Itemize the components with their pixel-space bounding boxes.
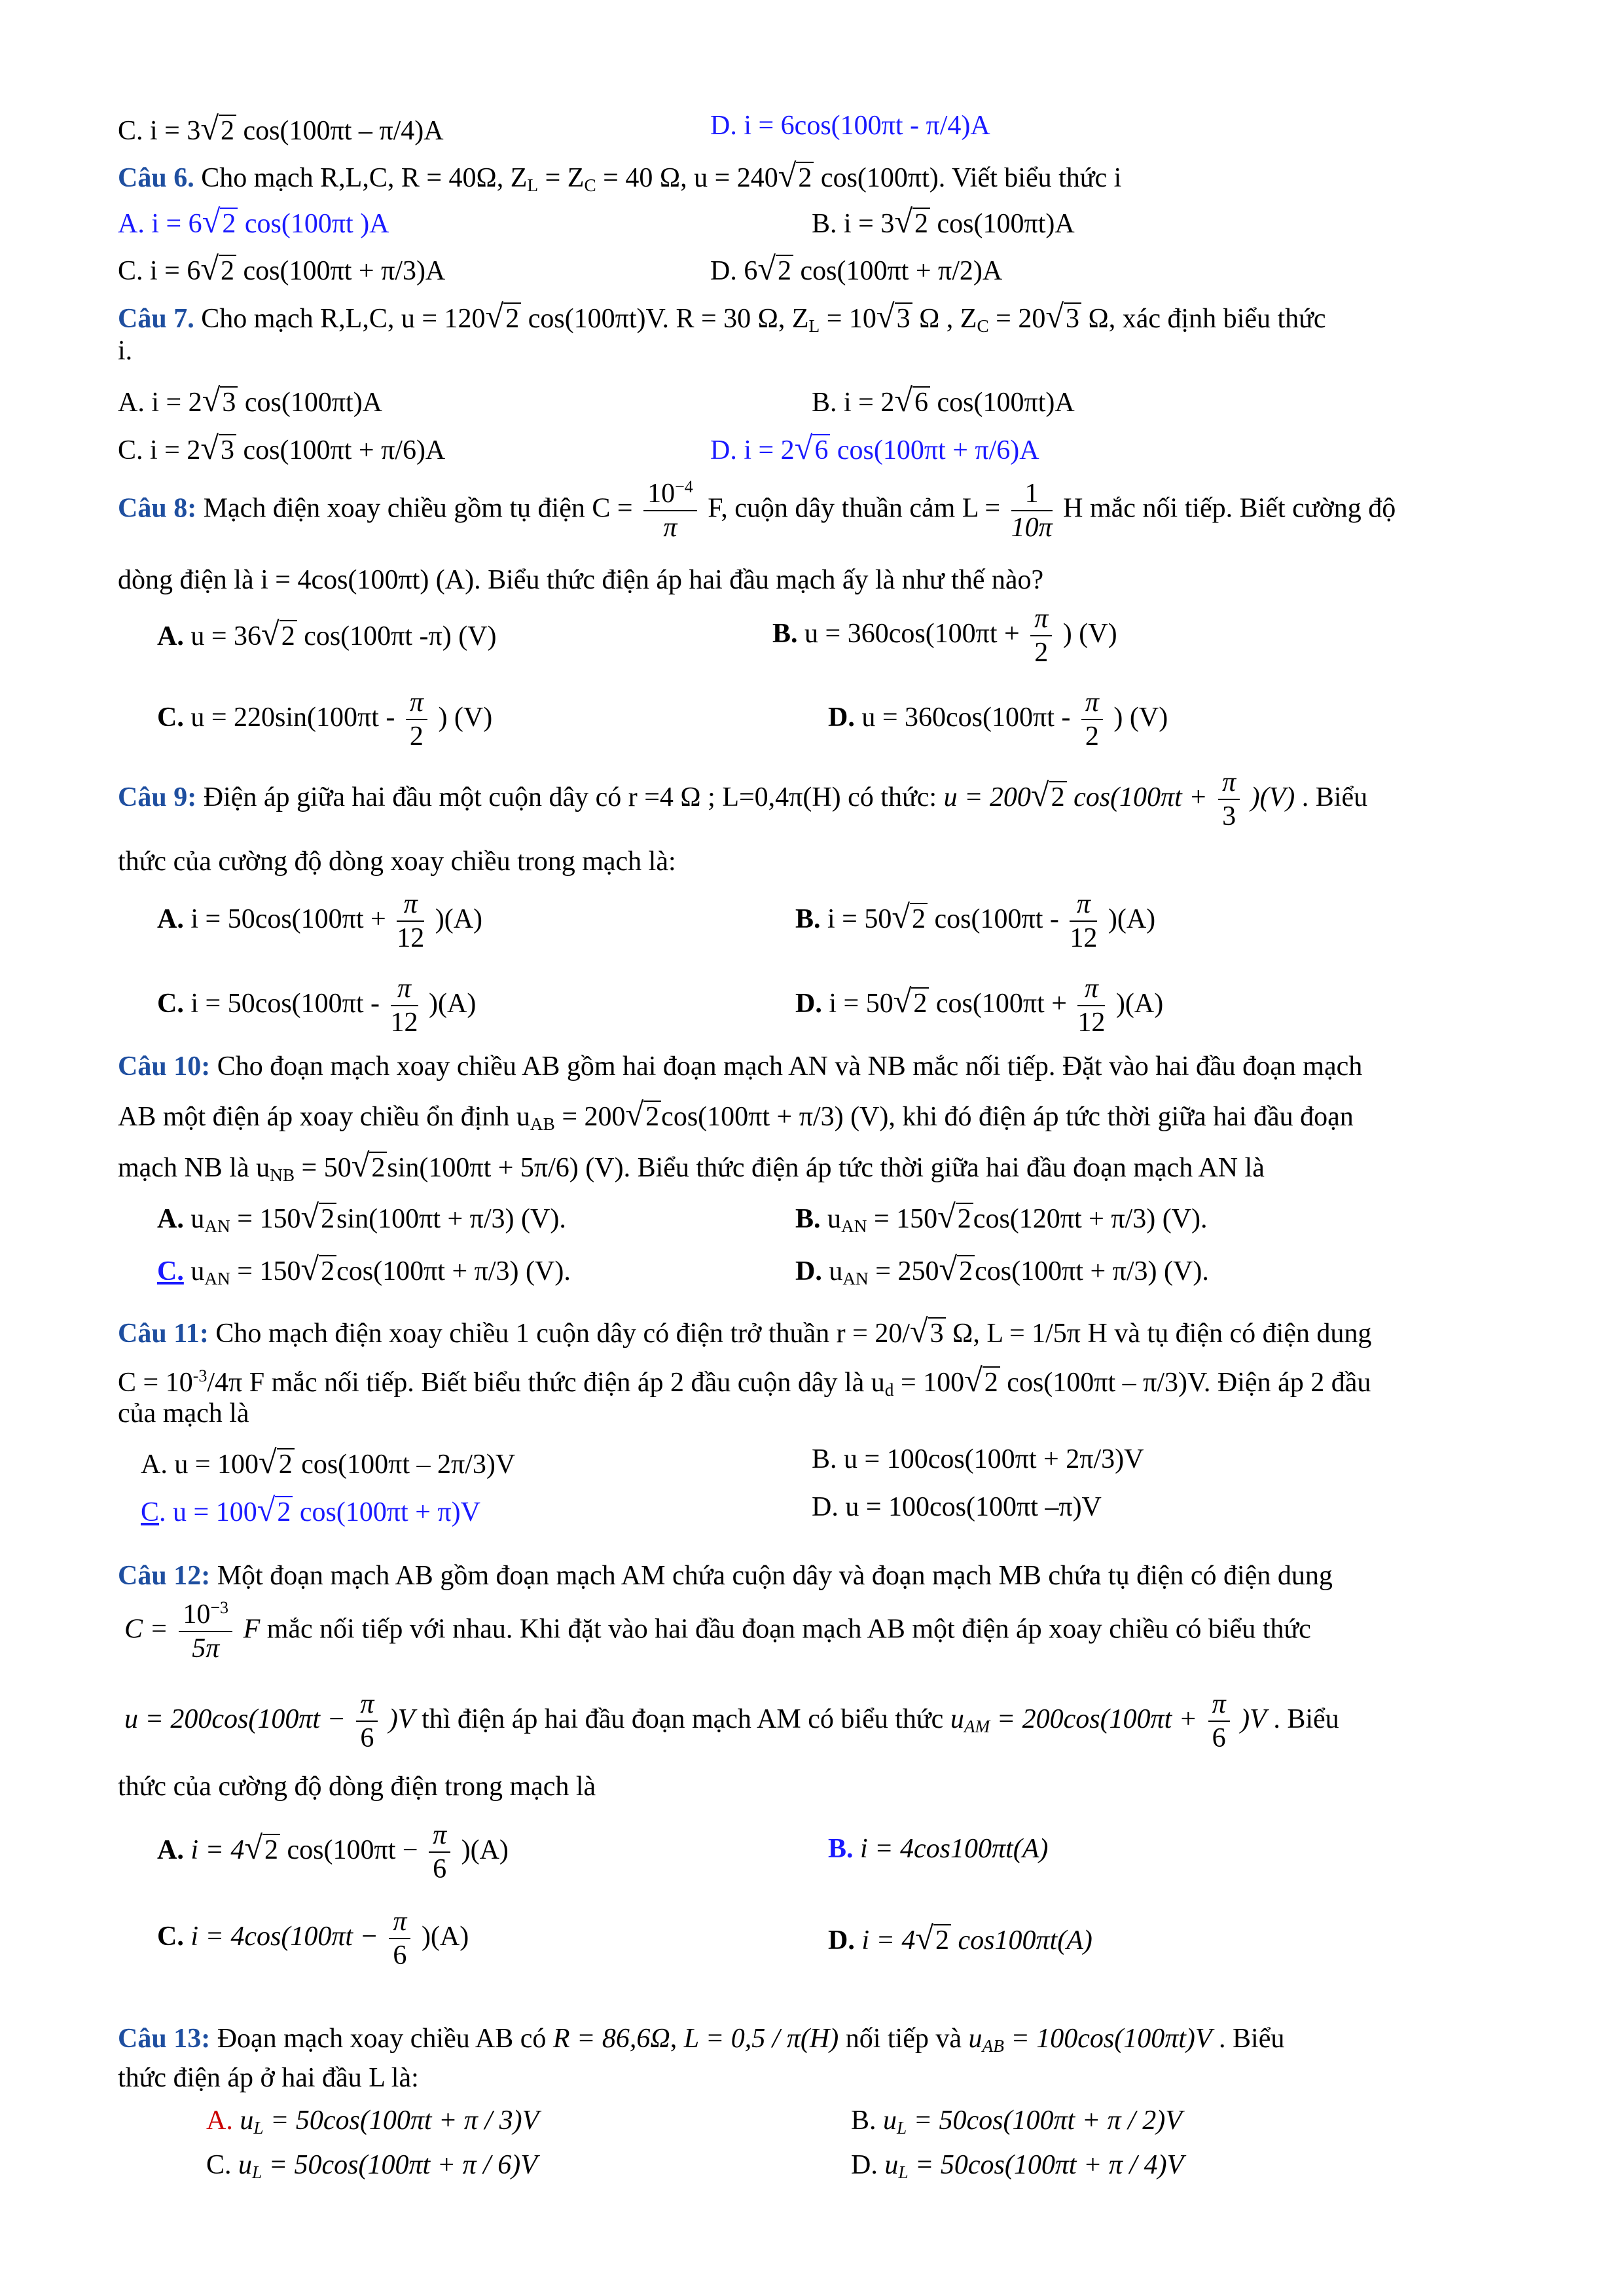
q9-option-d: D. i = 50√2 cos(100πt + $\frac{\pi}{12}$ )(A) xyxy=(795,974,1164,1038)
q7-option-c: C. i = 2√3 cos(100πt + π/6)A xyxy=(118,429,446,466)
q7-option-b: B. i = 2√6 cos(100πt)A xyxy=(812,382,1075,418)
q9-stem-cont: thức của cường độ dòng xoay chiều trong mạch là: xyxy=(118,847,676,877)
q9-option-c: C. i = 50cos(100πt - $\frac{\pi}{12}$ )(A) xyxy=(157,974,477,1038)
q13-option-a: A. $u_L = 50\cos(100\pi t + \pi / 3)V$ xyxy=(206,2105,539,2138)
q10-option-c: C. $u_{AN} = 150√2\cos(100\pi t + \pi/3)$ (V). xyxy=(157,1250,571,1288)
q7-option-a: A. i = 2√3 cos(100πt)A xyxy=(118,382,383,418)
q11-option-a: A. u = 100√2 cos(100πt – 2π/3)V xyxy=(141,1444,516,1480)
q10-option-b: B. $u_{AN} = 150√2\cos(120\pi t + \pi/3)$ (V). xyxy=(795,1198,1208,1236)
q9-option-b: B. i = 50√2 cos(100πt - $\frac{\pi}{12}$ )(A) xyxy=(795,889,1156,954)
q12-option-b: B. i = 4cos100πt(A) xyxy=(828,1834,1049,1864)
q6-stem: Câu 6. Cho mạch R,L,C, R = 40Ω, $Z_L = Z_C = 40$ Ω, u = 240√2 cos(100πt). Viết biểu thức i xyxy=(118,157,1122,195)
q12-stem-2: C = $\frac{10^{-3}}{5\pi}$ F mắc nối tiếp với nhau. Khi đặt vào hai đầu đoạn mạch AB một điện áp xoay chiều có biểu thức xyxy=(124,1598,1311,1664)
q11-stem-3: của mạch là xyxy=(118,1398,249,1429)
q12-option-c: C. i = 4cos(100πt − $\frac{\pi}{6}$ )(A) xyxy=(157,1906,469,1971)
q10-stem-3: mạch NB là $u_{NB} = 50√2\sin(100\pi t + 5\pi/6)$ (V). Biểu thức điện áp tức thời giữa hai đầu đoạn mạch AN là xyxy=(118,1147,1265,1185)
q6-option-d: D. 6√2 cos(100πt + π/2)A xyxy=(710,250,1003,287)
q5-option-d: D. i = 6cos(100πt - π/4)A xyxy=(710,111,990,141)
q12-stem-4: thức của cường độ dòng điện trong mạch là xyxy=(118,1772,596,1802)
q13-stem-2: thức điện áp ở hai đầu L là: xyxy=(118,2063,419,2093)
q9-option-a: A. i = 50cos(100πt + $\frac{\pi}{12}$ )(A) xyxy=(157,889,483,954)
q13-stem: Câu 13: Đoạn mạch xoay chiều AB có R = 86,6Ω, L = 0,5 / π(H) nối tiếp và $u_{AB} = 100\cos(100\pi t)V$ . Biểu xyxy=(118,2024,1285,2056)
q7-option-d: D. i = 2√6 cos(100πt + π/6)A xyxy=(710,429,1039,466)
q6-option-c: C. i = 6√2 cos(100πt + π/3)A xyxy=(118,250,446,287)
q11-option-c: C. u = 100√2 cos(100πt + π)V xyxy=(141,1491,480,1528)
q7-stem: Câu 7. Cho mạch R,L,C, u = 120√2 cos(100πt)V. R = 30 Ω, $Z_L = 10√3$ Ω , $Z_C = 20√3$ Ω, xác định biểu thức xyxy=(118,298,1326,336)
q7-stem-cont: i. xyxy=(118,336,133,366)
q11-stem: Câu 11: Cho mạch điện xoay chiều 1 cuộn dây có điện trở thuần r = 20/√3 Ω, L = 1/5π H và tụ điện có điện dung xyxy=(118,1313,1372,1349)
q8-option-b: B. u = 360cos(100πt + $\frac{\pi}{2}$ ) (V) xyxy=(772,604,1117,668)
q6-option-a: A. i = 6√2 cos(100πt )A xyxy=(118,203,389,240)
q6-option-b: B. i = 3√2 cos(100πt)A xyxy=(812,203,1075,240)
q12-option-d: D. i = 4√2 cos100πt(A) xyxy=(828,1920,1092,1956)
q11-option-d: D. u = 100cos(100πt –π)V xyxy=(812,1492,1102,1522)
q5-option-c: C. i = 3√2 cos(100πt – π/4)A xyxy=(118,110,444,147)
q13-option-b: B. $u_L = 50\cos(100\pi t + \pi / 2)V$ xyxy=(851,2105,1182,2138)
q8-stem: Câu 8: Mạch điện xoay chiều gồm tụ điện C = $\frac{10^{-4}}{\pi}$ F, cuộn dây thuần cảm L = $\frac{1}{10\pi}$ H mắc nối tiếp. Biết cường độ xyxy=(118,477,1396,543)
q10-option-d: D. $u_{AN} = 250√2\cos(100\pi t + \pi/3)$ (V). xyxy=(795,1250,1209,1288)
q10-option-a: A. $u_{AN} = 150√2\sin(100\pi t + \pi/3)$ (V). xyxy=(157,1198,566,1236)
q8-option-c: C. u = 220sin(100πt - $\frac{\pi}{2}$ ) (V) xyxy=(157,687,493,752)
q12-option-a: A. i = 4√2 cos(100πt − $\frac{\pi}{6}$ )(A) xyxy=(157,1820,509,1885)
q13-option-c: C. $u_L = 50\cos(100\pi t + \pi / 6)V$ xyxy=(206,2150,537,2182)
q11-stem-2: $C = 10^{-3}/4\pi$ F mắc nối tiếp. Biết biểu thức điện áp 2 đầu cuộn dây là $u_d = 100√2$ cos(100πt – π/3)V. Điện áp 2 đầu xyxy=(118,1362,1371,1400)
q12-stem: Câu 12: Một đoạn mạch AB gồm đoạn mạch AM chứa cuộn dây và đoạn mạch MB chứa tụ điện có điện dung xyxy=(118,1561,1333,1591)
q10-stem: Câu 10: Cho đoạn mạch xoay chiều AB gồm hai đoạn mạch AN và NB mắc nối tiếp. Đặt vào hai đầu đoạn mạch xyxy=(118,1051,1363,1082)
q12-stem-3: u = 200cos(100πt − $\frac{\pi}{6}$ )V thì điện áp hai đầu đoạn mạch AM có biểu thức $u_{AM} = 200\cos(100\pi t$ + $\frac{\pi}{6}$ )V . Biểu xyxy=(124,1689,1339,1754)
q8-option-a: A. u = 36√2 cos(100πt -π) (V) xyxy=(157,615,497,652)
q10-stem-2: AB một điện áp xoay chiều ổn định $u_{AB} = 200√2\cos(100\pi t + \pi/3)$ (V), khi đó điện áp tức thời giữa hai đầu đoạn xyxy=(118,1096,1354,1134)
q13-option-d: D. $u_L = 50\cos(100\pi t + \pi / 4)V$ xyxy=(851,2150,1184,2182)
q8-option-d: D. u = 360cos(100πt - $\frac{\pi}{2}$ ) (V) xyxy=(828,687,1168,752)
q9-stem: Câu 9: Điện áp giữa hai đầu một cuộn dây có r =4 Ω ; L=0,4π(H) có thức: u = 200√2 cos(100πt + $\frac{\pi}{3}$ )(V) . Biểu xyxy=(118,767,1368,832)
q8-stem-cont: dòng điện là i = 4cos(100πt) (A). Biểu thức điện áp hai đầu mạch ấy là như thế nào? xyxy=(118,565,1044,595)
q11-option-b: B. u = 100cos(100πt + 2π/3)V xyxy=(812,1444,1144,1474)
